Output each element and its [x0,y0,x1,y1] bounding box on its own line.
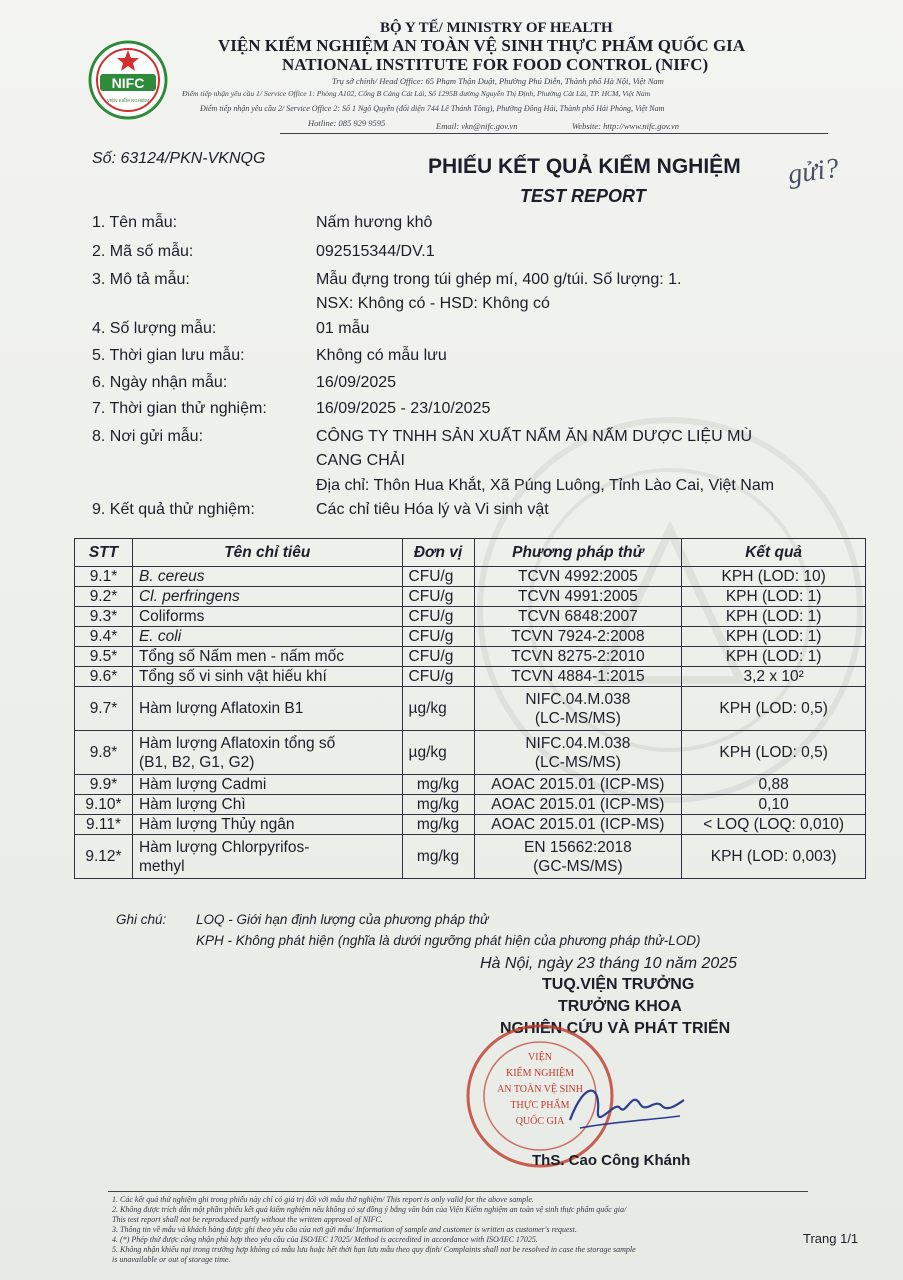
row-stt: 9.3* [75,607,133,627]
email: Email: vkn@nifc.gov.vn [436,121,518,131]
nifc-logo [88,40,168,120]
row-method: TCVN 4992:2005 [474,567,682,587]
footnote-1: 1. Các kết quả thử nghiệm ghi trong phiếu này chỉ có giá trị đối với mẫu thử nghiệm/ This report is only valid for the above sample. [112,1195,534,1204]
parameter-line-1: Hàm lượng Chlorpyrifos- [138,838,310,856]
footnote-5: 5. Không nhận khiếu nại trong trường hợp không có mẫu lưu hoặc hết thời hạn lưu mẫu theo quy định/ Complaints shall not be resolved in case the storage sample [112,1245,636,1254]
results-table [74,538,866,879]
field-label-result: 9. Kết quả thử nghiệm: [92,501,255,518]
footer-divider [108,1191,808,1192]
row-parameter: Hàm lượng Thủy ngân [132,815,402,835]
field-label-quantity: 4. Số lượng mẫu: [92,320,217,337]
row-parameter: Tổng số Nấm men - nấm mốc [132,647,402,667]
row-stt: 9.11* [75,815,133,835]
method-line-2: (GC-MS/MS) [533,857,623,875]
note-loq: LOQ - Giới hạn định lượng của phương pháp thử [196,912,489,927]
website: Website: http://www.nifc.gov.vn [572,121,680,131]
row-method: TCVN 8275-2:2010 [474,647,682,667]
stamp-line-2: KIỂM NGHIỆM [505,1068,575,1079]
table-row [75,795,866,815]
service-office-1: Điểm tiếp nhận yêu cầu 1/ Service Office 1: Phòng A102, Cổng B Cảng Cát Lái, Số 1295B đường Nguyễn Thị Định, Phường Cát Lái, TP. HCM, Việt Nam [182,89,651,98]
row-method [474,687,682,731]
head-office: Trụ sở chính/ Head Office: 65 Phạm Thận Duật, Phường Phú Diễn, Thành phố Hà Nội, Việt Nam [332,76,664,86]
handwritten-note: gửi? [786,152,841,191]
row-result: KPH (LOD: 0,5) [682,687,866,731]
row-result: 0,88 [682,775,866,795]
title-vn: PHIẾU KẾT QUẢ KIỂM NGHIỆM [428,155,741,178]
field-value-sender-address: Địa chỉ: Thôn Hua Khắt, Xã Púng Luông, Tỉnh Lào Cai, Việt Nam [316,477,775,494]
signer-name: ThS. Cao Công Khánh [532,1152,691,1169]
field-value-sender: CÔNG TY TNHH SẢN XUẤT NẤM ĂN NẤM DƯỢC LIỆU MÙ [316,428,753,445]
field-value-sample-code: 092515344/DV.1 [316,243,435,260]
row-result: KPH (LOD: 1) [682,587,866,607]
row-stt: 9.10* [75,795,133,815]
table-row [75,835,866,879]
row-unit: mg/kg [402,835,474,879]
footnote-2b: This test report shall not be reproduced partly without the written approval of NIFC. [112,1215,383,1224]
row-stt: 9.6* [75,667,133,687]
place-date: Hà Nội, ngày 23 tháng 10 năm 2025 [480,955,738,972]
row-parameter: E. coli [132,627,402,647]
parameter-line-2: methyl [138,857,185,875]
method-line-1: EN 15662:2018 [524,838,632,856]
field-label-storage: 5. Thời gian lưu mẫu: [92,347,245,364]
row-method: AOAC 2015.01 (ICP-MS) [474,775,682,795]
page-number: Trang 1/1 [803,1231,859,1246]
header-method: Phương pháp thử [474,539,682,567]
service-office-2: Điểm tiếp nhận yêu cầu 2/ Service Office 2: Số 1 Ngô Quyền (đối diện 744 Lê Thánh Tông), Phường Đông Hải, Thành phố Hải Phòng, Việt Nam [200,104,665,113]
notes-label: Ghi chú: [116,912,167,927]
row-parameter: Tổng số vi sinh vật hiếu khí [132,667,402,687]
footnote-3: 3. Thông tin về mẫu và khách hàng được ghi theo yêu cầu của nơi gửi mẫu/ Information of sample and customer is written as customer's request. [112,1225,577,1234]
table-row [75,815,866,835]
table-header-row [75,539,866,567]
field-label-sender: 8. Nơi gửi mẫu: [92,428,204,445]
row-result: 0,10 [682,795,866,815]
row-result: KPH (LOD: 1) [682,647,866,667]
method-line-1: NIFC.04.M.038 [525,690,631,708]
row-unit: mg/kg [402,815,474,835]
stamp-line-1: VIỆN [528,1052,552,1063]
row-unit: CFU/g [402,607,474,627]
title-en: TEST REPORT [520,186,646,206]
logo-subtext: VIỆN KIỂM NGHIỆM [106,98,150,103]
row-stt: 9.7* [75,687,133,731]
field-label-description: 3. Mô tả mẫu: [92,271,190,288]
row-result: KPH (LOD: 0,003) [682,835,866,879]
method-line-2: (LC-MS/MS) [534,753,621,771]
row-method [474,731,682,775]
row-unit: mg/kg [402,775,474,795]
row-result: 3,2 x 10² [682,667,866,687]
field-value-sample-name: Nấm hương khô [316,214,433,231]
row-method: AOAC 2015.01 (ICP-MS) [474,795,682,815]
stamp-line-3: AN TOÀN VỆ SINH [497,1084,583,1095]
row-unit: CFU/g [402,647,474,667]
row-unit: mg/kg [402,795,474,815]
row-parameter: Hàm lượng Chì [132,795,402,815]
stamp-line-5: QUỐC GIA [515,1116,565,1127]
row-method: TCVN 6848:2007 [474,607,682,627]
table-row [75,567,866,587]
row-unit: CFU/g [402,627,474,647]
row-stt: 9.4* [75,627,133,647]
field-label-test-period: 7. Thời gian thử nghiệm: [92,400,267,417]
field-label-received-date: 6. Ngày nhận mẫu: [92,374,228,391]
row-unit: µg/kg [402,687,474,731]
row-method: TCVN 4991:2005 [474,587,682,607]
row-result: KPH (LOD: 1) [682,627,866,647]
row-result: KPH (LOD: 1) [682,607,866,627]
sign-title-2: TRƯỞNG KHOA [558,998,682,1015]
field-label-sample-name: 1. Tên mẫu: [92,214,178,231]
row-stt: 9.1* [75,567,133,587]
row-stt: 9.9* [75,775,133,795]
field-value-result: Các chỉ tiêu Hóa lý và Vi sinh vật [316,501,549,518]
sign-title-3: NGHIÊN CỨU VÀ PHÁT TRIỂN [500,1020,731,1037]
row-unit: CFU/g [402,567,474,587]
row-parameter [132,731,402,775]
row-result: KPH (LOD: 10) [682,567,866,587]
footnote-2: 2. Không được trích dẫn một phần phiếu kết quả kiểm nghiệm nếu không có sự đồng ý bằng văn bản của Viện Kiểm nghiệm an toàn vệ sinh thực phẩm quốc gia/ [112,1205,627,1214]
parameter-line-1: Hàm lượng Aflatoxin tổng số [138,734,336,752]
row-method: TCVN 4884-1:2015 [474,667,682,687]
row-stt: 9.5* [75,647,133,667]
table-row [75,731,866,775]
field-label-sample-code: 2. Mã số mẫu: [92,243,194,260]
hotline: Hotline: 085 929 9595 [308,118,386,128]
row-stt: 9.8* [75,731,133,775]
header-parameter: Tên chỉ tiêu [132,539,402,567]
sign-title-1: TUQ.VIỆN TRƯỞNG [542,976,695,993]
header-stt: STT [75,539,133,567]
institute-en: NATIONAL INSTITUTE FOR FOOD CONTROL (NIFC) [282,55,709,74]
field-value-description: Mẫu đựng trong túi ghép mí, 400 g/túi. Số lượng: 1. [316,271,682,288]
row-unit: CFU/g [402,587,474,607]
footnote-5b: is unavailable or out of storage time. [112,1255,231,1264]
row-result: KPH (LOD: 0,5) [682,731,866,775]
header-divider [280,133,828,134]
row-method: AOAC 2015.01 (ICP-MS) [474,815,682,835]
row-method [474,835,682,879]
field-value-sender-2: CANG CHẢI [316,452,405,469]
row-parameter: B. cereus [132,567,402,587]
field-value-quantity: 01 mẫu [316,320,370,337]
row-method: TCVN 7924-2:2008 [474,627,682,647]
document-number: Số: 63124/PKN-VKNQG [92,150,266,167]
parameter-line-2: (B1, B2, G1, G2) [138,753,255,771]
ministry-line: BỘ Y TẾ/ MINISTRY OF HEALTH [380,20,613,36]
table-row [75,687,866,731]
handwritten-signature [560,1070,690,1140]
header-result: Kết quả [682,539,866,567]
institute-vn: VIỆN KIỂM NGHIỆM AN TOÀN VỆ SINH THỰC PHẨM QUỐC GIA [218,36,746,55]
row-unit: µg/kg [402,731,474,775]
table-row [75,607,866,627]
row-unit: CFU/g [402,667,474,687]
field-value-storage: Không có mẫu lưu [316,347,447,364]
field-value-description-2: NSX: Không có - HSD: Không có [316,295,550,312]
stamp-line-4: THỰC PHẨM [510,1100,570,1111]
row-parameter [132,835,402,879]
row-parameter: Coliforms [132,607,402,627]
field-value-received-date: 16/09/2025 [316,374,397,391]
note-kph: KPH - Không phát hiện (nghĩa là dưới ngưỡng phát hiện của phương pháp thử-LOD) [196,933,701,948]
row-result: < LOQ (LOQ: 0,010) [682,815,866,835]
table-row [75,627,866,647]
header-unit: Đơn vị [402,539,474,567]
logo-text: NIFC [111,75,145,91]
table-row [75,587,866,607]
footnote-4: 4. (*) Phép thử được công nhận phù hợp theo yêu cầu của ISO/IEC 17025/ Method is accredited in accordance with ISO/IEC 17025. [112,1235,538,1244]
method-line-2: (LC-MS/MS) [534,709,621,727]
table-row [75,775,866,795]
row-stt: 9.12* [75,835,133,879]
row-parameter: Cl. perfringens [132,587,402,607]
table-row [75,647,866,667]
table-row [75,667,866,687]
field-value-test-period: 16/09/2025 - 23/10/2025 [316,400,491,417]
method-line-1: NIFC.04.M.038 [525,734,631,752]
row-parameter: Hàm lượng Aflatoxin B1 [132,687,402,731]
row-parameter: Hàm lượng Cadmi [132,775,402,795]
row-stt: 9.2* [75,587,133,607]
